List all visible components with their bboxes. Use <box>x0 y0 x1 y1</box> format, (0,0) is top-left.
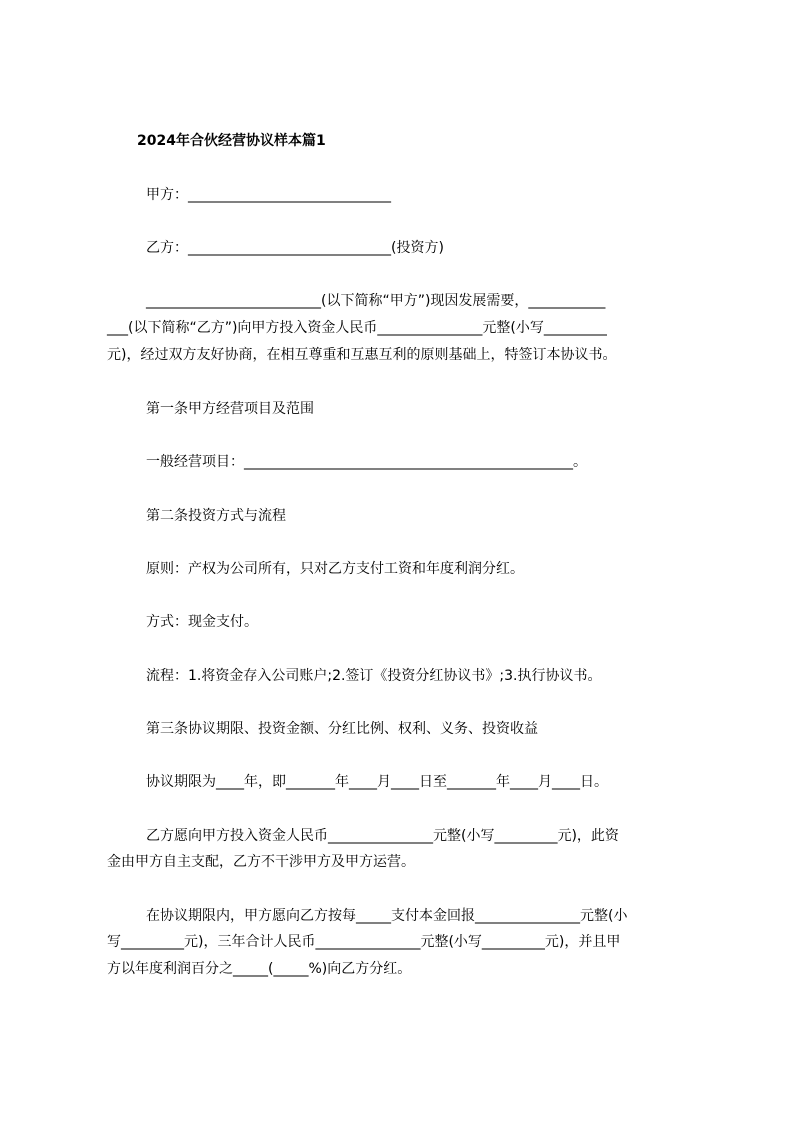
article2-principle: 原则：产权为公司所有，只对乙方支付工资和年度利润分红。 <box>146 561 524 577</box>
article2-method: 方式：现金支付。 <box>146 614 258 630</box>
article2-title: 第二条投资方式与流程 <box>146 508 286 524</box>
article1-item: 一般经营项目：_______________________________________________。 <box>146 454 587 470</box>
article3-invest-line-2: 金由甲方自主支配，乙方不干涉甲方及甲方运营。 <box>107 854 415 870</box>
party-b-line: 乙方：_____________________________(投资方) <box>146 240 444 256</box>
article3-title: 第三条协议期限、投资金额、分红比例、权利、义务、投资收益 <box>146 721 538 737</box>
article3-return-line-2: 写_________元)，三年合计人民币_______________元整(小写_________元)，并且甲 <box>107 934 621 950</box>
intro-line-1: _________________________(以下简称“甲方”)现因发展需要，___________ <box>146 293 606 309</box>
intro-line-2: ___(以下简称“乙方”)向甲方投入资金人民币_______________元整(小写_________ <box>107 320 607 336</box>
intro-line-3: 元)，经过双方友好协商，在相互尊重和互惠互利的原则基础上，特签订本协议书。 <box>107 347 617 363</box>
article3-term: 协议期限为____年，即_______年____月____日至_______年____月____日。 <box>146 774 608 790</box>
document-title: 2024年合伙经营协议样本篇1 <box>137 133 326 149</box>
article1-title: 第一条甲方经营项目及范围 <box>146 401 314 417</box>
party-a-line: 甲方：_____________________________ <box>146 187 391 203</box>
article3-return-line-3: 方以年度利润百分之_____(_____%)向乙方分红。 <box>107 961 412 977</box>
article3-return-line-1: 在协议期限内，甲方愿向乙方按每_____支付本金回报_______________元整(小 <box>146 908 628 924</box>
article2-process: 流程：1.将资金存入公司账户;2.签订《投资分红协议书》;3.执行协议书。 <box>146 668 602 684</box>
article3-invest-line-1: 乙方愿向甲方投入资金人民币_______________元整(小写_________元)，此资 <box>146 828 619 844</box>
